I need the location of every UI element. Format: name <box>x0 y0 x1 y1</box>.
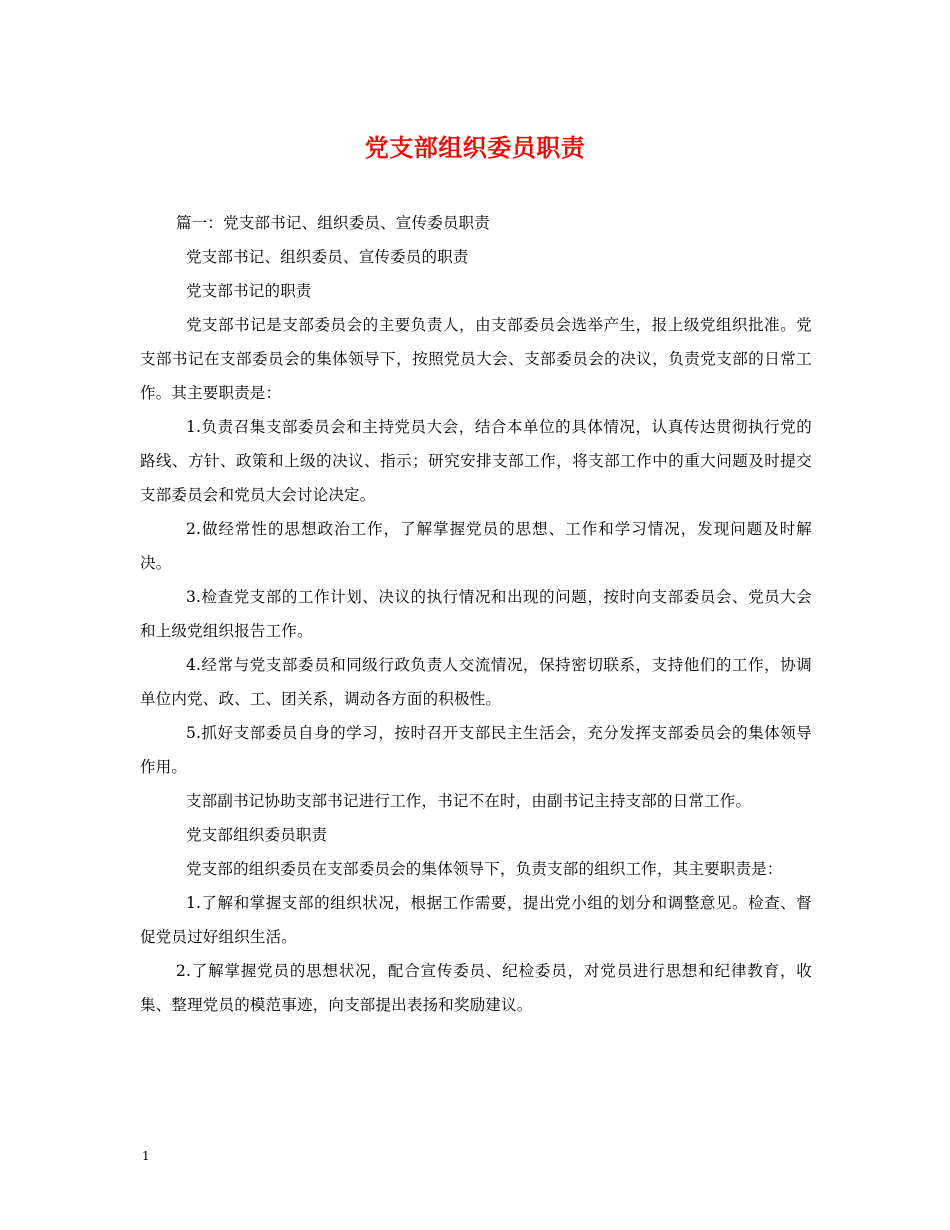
page-number: 1 <box>142 1149 150 1163</box>
paragraph-subheading: 党支部书记、组织委员、宣传委员的职责 <box>186 248 469 266</box>
document-title: 党支部组织委员职责 <box>364 133 586 162</box>
paragraph-list-item: 4.经常与党支部委员和同级行政负责人交流情况，保持密切联系，支持他们的工作，协调单位内党、政、工、团关系，调动各方面的积极性。 <box>140 656 812 708</box>
paragraph-list-item: 5.抓好支部委员自身的学习，按时召开支部民主生活会，充分发挥支部委员会的集体领导作用。 <box>140 724 812 776</box>
paragraph-list-item: 2.了解掌握党员的思想状况，配合宣传委员、纪检委员，对党员进行思想和纪律教育，收集、整理党员的模范事迹，向支部提出表扬和奖励建议。 <box>140 962 812 1014</box>
paragraph-list-item: 3.检查党支部的工作计划、决议的执行情况和出现的问题，按时向支部委员会、党员大会和上级党组织报告工作。 <box>140 588 812 640</box>
paragraph-list-item: 1.了解和掌握支部的组织状况，根据工作需要，提出党小组的划分和调整意见。检查、督促党员过好组织生活。 <box>140 894 812 946</box>
paragraph-subheading: 党支部书记的职责 <box>186 282 312 300</box>
paragraph: 支部副书记协助支部书记进行工作，书记不在时，由副书记主持支部的日常工作。 <box>186 792 752 810</box>
document-body <box>140 206 812 1022</box>
paragraph-section-heading: 篇一：党支部书记、组织委员、宣传委员职责 <box>176 214 491 232</box>
paragraph-list-item: 1.负责召集支部委员会和主持党员大会，结合本单位的具体情况，认真传达贯彻执行党的路线、方针、政策和上级的决议、指示；研究安排支部工作，将支部工作中的重大问题及时提交支部委员会和党员大会讨论决定。 <box>140 418 812 504</box>
paragraph-list-item: 2.做经常性的思想政治工作，了解掌握党员的思想、工作和学习情况，发现问题及时解决。 <box>140 520 812 572</box>
paragraph: 党支部的组织委员在支部委员会的集体领导下，负责支部的组织工作，其主要职责是： <box>186 860 783 878</box>
paragraph: 党支部书记是支部委员会的主要负责人，由支部委员会选举产生，报上级党组织批准。党支部书记在支部委员会的集体领导下，按照党员大会、支部委员会的决议，负责党支部的日常工作。其主要职责是： <box>140 316 812 402</box>
paragraph-subheading: 党支部组织委员职责 <box>186 826 328 844</box>
